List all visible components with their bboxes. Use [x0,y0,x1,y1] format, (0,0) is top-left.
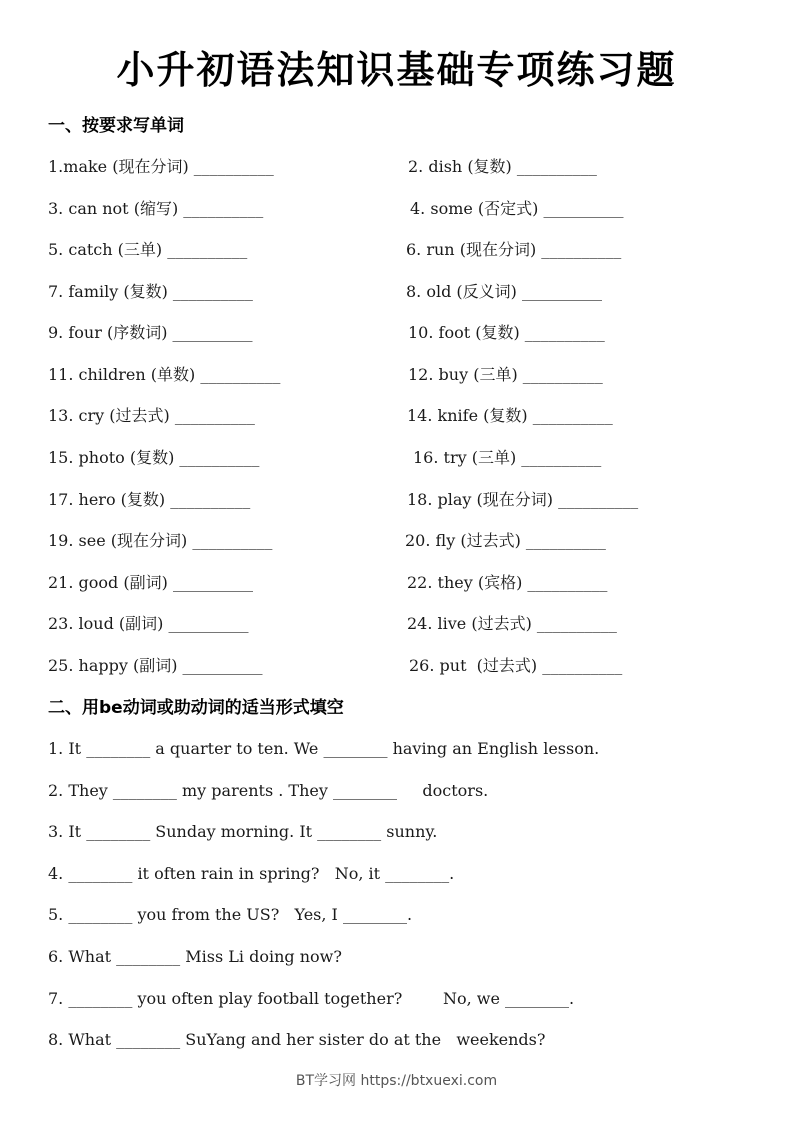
page-title: 小升初语法知识基础专项练习题 [116,48,677,92]
word-item-1: 1.make (现在分词) __________ [48,157,274,176]
fill-item-1: 1. It ________ a quarter to ten. We ________ having an English lesson. [48,739,600,758]
section-1-heading: 一、按要求写单词 [48,116,184,136]
word-item-26: 26. put (过去式) __________ [409,656,623,675]
fill-item-7: 7. ________ you often play football together? No, we ________. [48,989,575,1008]
word-item-8: 8. old (反义词) __________ [406,282,603,301]
word-item-2: 2. dish (复数) __________ [408,157,597,176]
word-item-25: 25. happy (副词) __________ [48,656,263,675]
footer-watermark: BT学习网 https://btxuexi.com [295,1073,498,1089]
word-item-22: 22. they (宾格) __________ [407,573,608,592]
word-item-11: 11. children (单数) __________ [48,365,281,384]
word-item-12: 12. buy (三单) __________ [408,365,603,384]
word-item-20: 20. fly (过去式) __________ [405,531,606,550]
word-item-21: 21. good (副词) __________ [48,573,253,592]
word-item-13: 13. cry (过去式) __________ [48,406,255,425]
word-item-3: 3. can not (缩写) __________ [48,199,264,218]
word-item-4: 4. some (否定式) __________ [410,199,624,218]
word-item-7: 7. family (复数) __________ [48,282,253,301]
word-item-6: 6. run (现在分词) __________ [406,240,622,259]
word-item-19: 19. see (现在分词) __________ [48,531,273,550]
word-item-16: 16. try (三单) __________ [413,448,602,467]
section-2-heading: 二、用be动词或助动词的适当形式填空 [48,698,344,718]
word-item-10: 10. foot (复数) __________ [408,323,605,342]
word-item-18: 18. play (现在分词) __________ [407,490,639,509]
word-item-9: 9. four (序数词) __________ [48,323,253,342]
fill-item-5: 5. ________ you from the US? Yes, I ________. [48,905,413,924]
fill-item-8: 8. What ________ SuYang and her sister do at the weekends? [48,1030,546,1049]
word-item-24: 24. live (过去式) __________ [407,614,617,633]
word-item-17: 17. hero (复数) __________ [48,490,251,509]
fill-item-4: 4. ________ it often rain in spring? No, it ________. [48,864,455,883]
word-item-5: 5. catch (三单) __________ [48,240,248,259]
word-item-23: 23. loud (副词) __________ [48,614,249,633]
fill-item-6: 6. What ________ Miss Li doing now? [48,947,342,966]
word-item-15: 15. photo (复数) __________ [48,448,260,467]
fill-item-3: 3. It ________ Sunday morning. It ________ sunny. [48,822,438,841]
word-item-14: 14. knife (复数) __________ [407,406,613,425]
fill-item-2: 2. They ________ my parents . They ________ doctors. [48,781,489,800]
